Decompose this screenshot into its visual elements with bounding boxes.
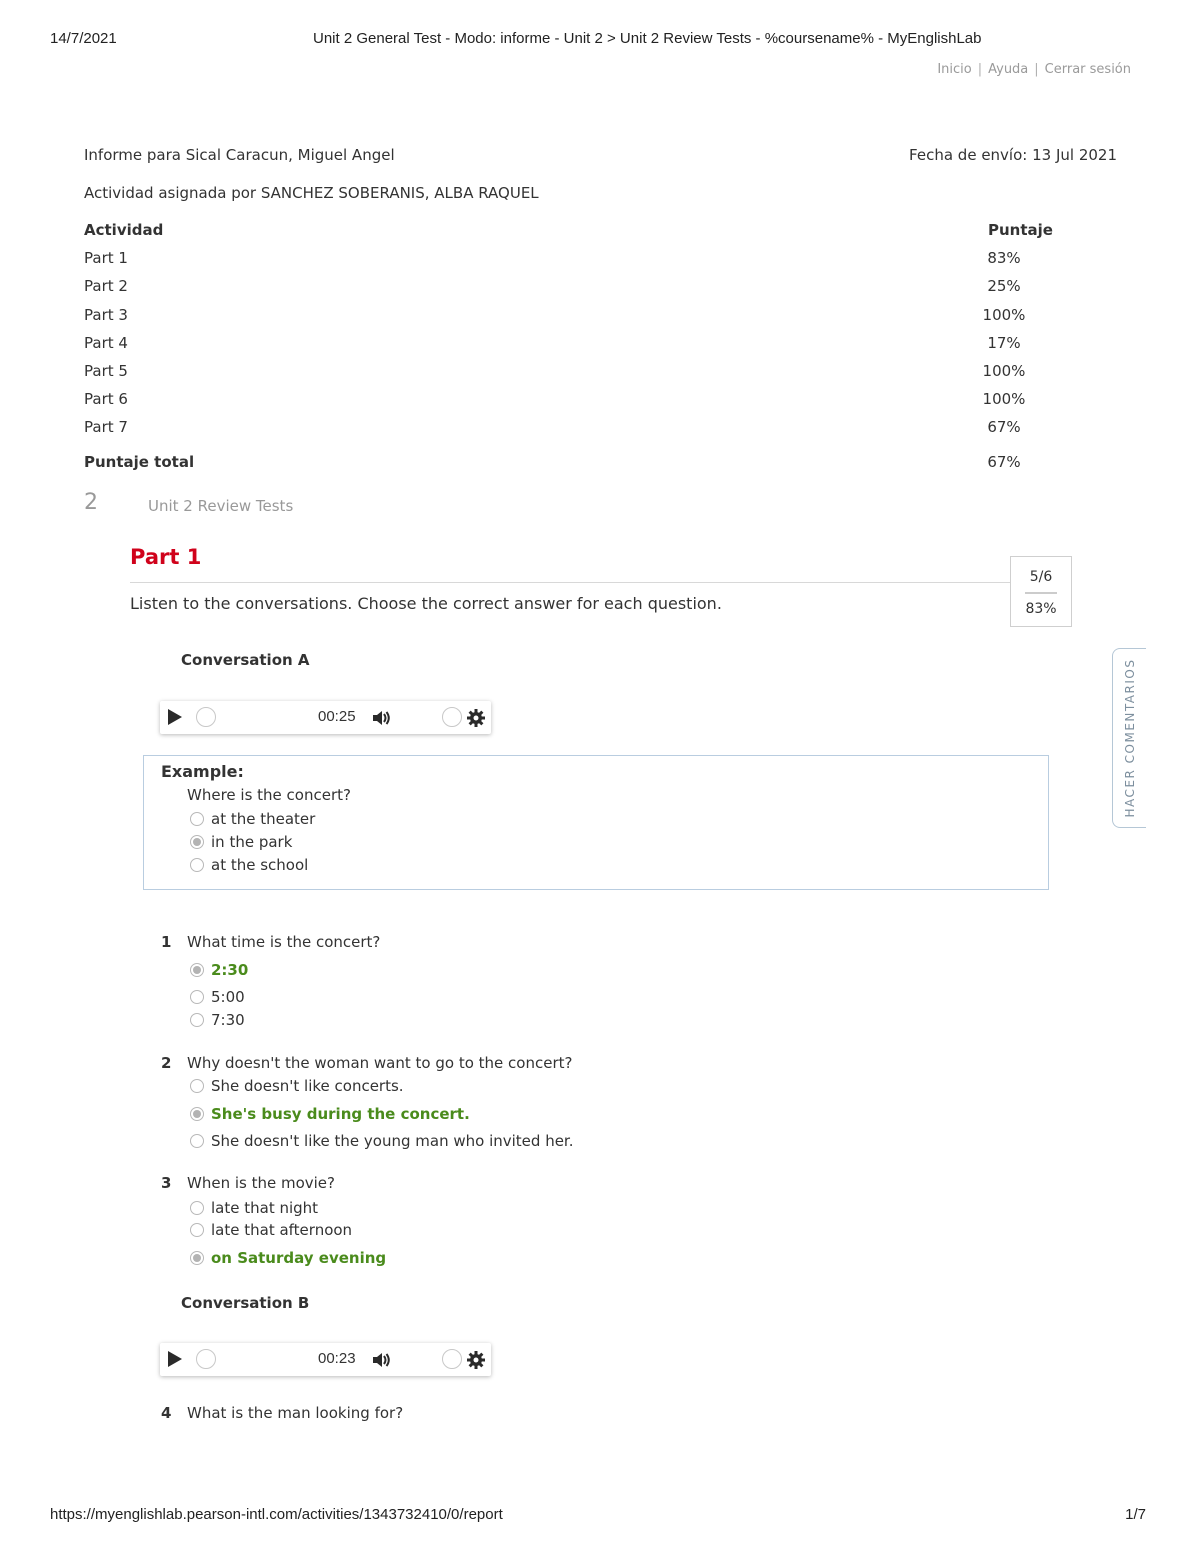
progress-ring-icon[interactable] [196, 707, 216, 727]
score-row[interactable] [84, 357, 1054, 385]
radio-button[interactable] [190, 1223, 204, 1237]
volume-icon[interactable] [372, 1352, 392, 1368]
option-label: at the theater [211, 810, 316, 828]
score-row[interactable] [84, 413, 1054, 441]
option-label: on Saturday evening [211, 1249, 387, 1267]
question-text: When is the movie? [187, 1174, 336, 1192]
score-row[interactable] [84, 301, 1054, 329]
score-table [84, 216, 1054, 476]
example-title: Example: [161, 762, 244, 781]
comments-side-tab[interactable] [1112, 648, 1146, 828]
example-question: Where is the concert? [187, 786, 351, 804]
print-title: Unit 2 General Test - Modo: informe - Unit 2 > Unit 2 Review Tests - %coursename% - MyEnglishLab [313, 30, 982, 47]
section-number: 2 [84, 490, 98, 515]
option-label: at the school [211, 856, 309, 874]
gear-icon[interactable] [466, 1350, 486, 1370]
activity-name: Part 4 [84, 333, 128, 352]
activity-score: 100% [982, 361, 1026, 380]
option-label: 2:30 [211, 961, 249, 979]
home-link[interactable]: Inicio [937, 62, 972, 77]
play-icon[interactable] [168, 1351, 182, 1367]
question-number: 3 [161, 1174, 172, 1192]
option-label: late that night [211, 1199, 319, 1217]
report-sent-date: Fecha de envío: 13 Jul 2021 [909, 146, 1117, 164]
gear-icon[interactable] [466, 708, 486, 728]
score-row[interactable] [84, 385, 1054, 413]
activity-name: Part 6 [84, 390, 128, 409]
help-link[interactable]: Ayuda [988, 62, 1029, 77]
print-page-number: 1/7 [1125, 1506, 1146, 1523]
part-instructions: Listen to the conversations. Choose the correct answer for each question. [130, 594, 722, 613]
question-number: 4 [161, 1404, 172, 1422]
radio-button[interactable] [190, 812, 204, 826]
activity-name: Part 2 [84, 277, 128, 296]
column-score: Puntaje [988, 221, 1053, 239]
radio-button[interactable] [190, 858, 204, 872]
radio-button[interactable] [190, 963, 204, 977]
activity-name: Part 5 [84, 361, 128, 380]
part-score-percent: 83% [1025, 601, 1057, 617]
part-title: Part 1 [130, 545, 202, 569]
column-activity: Actividad [84, 221, 164, 239]
audio-time: 00:23 [318, 1350, 356, 1367]
part-divider [130, 582, 1010, 583]
activity-name: Part 1 [84, 249, 128, 268]
conversation-label: Conversation B [181, 1294, 310, 1312]
option-label: 7:30 [211, 1011, 245, 1029]
activity-score: 100% [982, 390, 1026, 409]
audio-time: 00:25 [318, 708, 356, 725]
activity-name: Part 7 [84, 418, 128, 437]
activity-name: Part 3 [84, 305, 128, 324]
option-label: She doesn't like concerts. [211, 1077, 404, 1095]
section-title: Unit 2 Review Tests [148, 497, 294, 515]
score-table-header [84, 216, 1054, 244]
radio-button[interactable] [190, 1134, 204, 1148]
volume-icon[interactable] [372, 710, 392, 726]
score-row[interactable] [84, 329, 1054, 357]
question-text: What is the man looking for? [187, 1404, 404, 1422]
total-score: 67% [987, 452, 1021, 471]
activity-score: 100% [982, 305, 1026, 324]
option-label: in the park [211, 833, 293, 851]
question-text: What time is the concert? [187, 933, 381, 951]
option-label: She doesn't like the young man who invited her. [211, 1132, 574, 1150]
report-assigned-by: Actividad asignada por SANCHEZ SOBERANIS, ALBA RAQUEL [84, 184, 539, 202]
activity-score: 17% [987, 333, 1021, 352]
activity-score: 25% [987, 277, 1021, 296]
radio-button[interactable] [190, 1107, 204, 1121]
report-student: Informe para Sical Caracun, Miguel Angel [84, 146, 395, 164]
play-icon[interactable] [168, 709, 182, 725]
score-total-row [84, 448, 1054, 476]
progress-ring-icon[interactable] [196, 1349, 216, 1369]
score-row[interactable] [84, 272, 1054, 300]
radio-button[interactable] [190, 1013, 204, 1027]
speed-ring-icon[interactable] [442, 1349, 462, 1369]
score-divider [1025, 592, 1057, 594]
option-label: 5:00 [211, 988, 245, 1006]
top-links: Inicio | Ayuda | Cerrar sesión [937, 62, 1131, 77]
radio-button[interactable] [190, 835, 204, 849]
activity-score: 83% [987, 249, 1021, 268]
activity-score: 67% [987, 418, 1021, 437]
audio-player [160, 1343, 491, 1376]
speed-ring-icon[interactable] [442, 707, 462, 727]
option-label: She's busy during the concert. [211, 1105, 470, 1123]
score-row[interactable] [84, 244, 1054, 272]
radio-button[interactable] [190, 1079, 204, 1093]
conversation-label: Conversation A [181, 651, 310, 669]
logout-link[interactable]: Cerrar sesión [1044, 62, 1131, 77]
print-date: 14/7/2021 [50, 30, 117, 47]
radio-button[interactable] [190, 990, 204, 1004]
part-score-fraction: 5/6 [1029, 569, 1053, 585]
print-url: https://myenglishlab.pearson-intl.com/activities/1343732410/0/report [50, 1506, 503, 1523]
question-number: 1 [161, 933, 172, 951]
total-label: Puntaje total [84, 452, 195, 471]
question-text: Why doesn't the woman want to go to the concert? [187, 1054, 573, 1072]
part-score-box [1010, 556, 1072, 627]
radio-button[interactable] [190, 1201, 204, 1215]
comments-tab-label: HACER COMENTARIOS [1122, 658, 1137, 818]
radio-button[interactable] [190, 1251, 204, 1265]
option-label: late that afternoon [211, 1221, 353, 1239]
question-number: 2 [161, 1054, 172, 1072]
audio-player [160, 701, 491, 734]
